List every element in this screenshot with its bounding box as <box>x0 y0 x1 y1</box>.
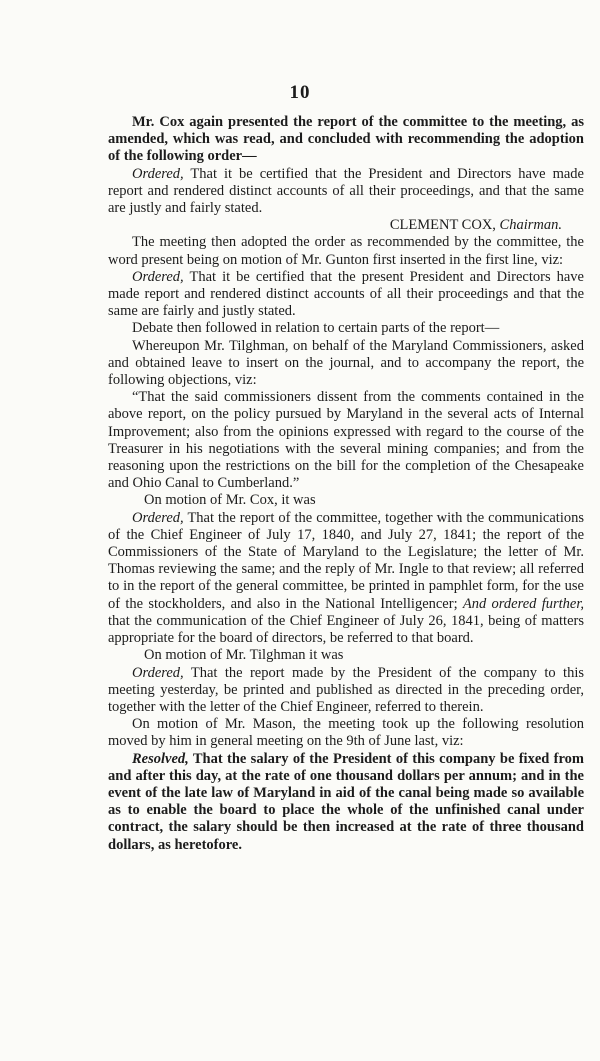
paragraph-text: That it be certified that the present President and Directors have made report and rendered distinct accounts of all their proceedings and that the same are fairly and justly stated. <box>108 268 584 320</box>
paragraph-motion-tilghman <box>108 647 584 664</box>
paragraph-order-printing <box>108 510 584 648</box>
paragraph-text: Mr. Cox again presented the report of the committee to the meeting, as amended, which was read, and concluded with recommending the adoption of the following order— <box>108 114 584 165</box>
paragraph-text: On motion of Mr. Mason, the meeting took up the following resolution moved by him in general meeting on the 9th of June last, viz: <box>108 716 584 750</box>
page-number: 10 <box>289 82 311 103</box>
document-body <box>108 114 584 854</box>
paragraph-text: On motion of Mr. Cox, it was <box>144 492 316 509</box>
paragraph-lead: Ordered, <box>132 509 184 526</box>
paragraph-text: Debate then followed in relation to certain parts of the report— <box>132 320 500 337</box>
paragraph-text: That the report of the committee, together with the communications of the Chief Engineer of July 17, 1840, and July 27, 1841; the report of the Commissioners of the State of Maryland to the Legislature; the letter of Mr. Thomas reviewing the same; and the reply of Mr. Ingle to that review; all referred to in the report of the general committee, be printed in pamphlet form, for the use of the stockholders, and also in the National Intelligencer; <box>108 509 584 612</box>
paragraph-order-present <box>108 269 584 321</box>
paragraph-order-publish <box>108 665 584 717</box>
paragraph-dissent-quote <box>108 389 584 492</box>
paragraph-text: On motion of Mr. Tilghman it was <box>144 647 344 664</box>
paragraph-motion-mason <box>108 716 584 750</box>
paragraph-report-presented <box>108 114 584 166</box>
paragraph-lead: Resolved, <box>132 750 189 767</box>
paragraph-text-secondary: that the communication of the Chief Engineer of July 26, 1841, being of matters appropriate for the board of directors, be referred to that board. <box>108 612 584 647</box>
paragraph-order-certified <box>108 166 584 218</box>
paragraph-motion-cox <box>108 492 584 509</box>
paragraph-lead-secondary: And ordered further, <box>462 595 584 612</box>
paragraph-lead: Ordered, <box>132 664 184 681</box>
signature-title: Chairman. <box>499 217 562 234</box>
paragraph-text: “That the said commissioners dissent from the comments contained in the above report, on the policy pursued by Maryland in the several acts of Internal Improvement; also from the opinions expressed with regard to the course of the Treasurer in his negotiations with the several mining companies; and from the reasoning upon the restrictions on the bill for the completion of the Chesapeake and Ohio Canal to Cumberland.” <box>108 389 584 492</box>
paragraph-meeting-adopted <box>108 234 584 268</box>
paragraph-lead: Ordered, <box>132 165 184 182</box>
paragraph-lead: Ordered, <box>132 268 184 285</box>
paragraph-text: That the salary of the President of this company be fixed from and after this day, at the rate of one thousand dollars per annum; and in the event of the late law of Maryland in aid of the canal being made so available as to enable the board to place the whole of the unfinished canal under contract, the salary should be then increased at the rate of three thousand dollars, as heretofore. <box>108 750 584 853</box>
paragraph-text: That it be certified that the President and Directors have made report and rendered distinct accounts of all their proceedings, and that the same are justly and fairly stated. <box>108 165 584 217</box>
paragraph-debate <box>108 320 584 337</box>
paragraph-tilghman-objections <box>108 338 584 390</box>
paragraph-resolved-salary <box>108 751 584 854</box>
paragraph-text: That the report made by the President of the company to this meeting yesterday, be printed and published as directed in the preceding order, together with the letter of the Chief Engineer, referred to therein. <box>108 664 584 715</box>
signature-line <box>108 217 584 234</box>
signature-name: CLEMENT COX, <box>389 217 496 234</box>
paragraph-text: Whereupon Mr. Tilghman, on behalf of the Maryland Commissioners, asked and obtained leave to insert on the journal, and to accompany the report, the following objections, viz: <box>108 337 584 389</box>
paragraph-text: The meeting then adopted the order as recommended by the committee, the word present being on motion of Mr. Gunton first inserted in the first line, viz: <box>108 234 584 268</box>
